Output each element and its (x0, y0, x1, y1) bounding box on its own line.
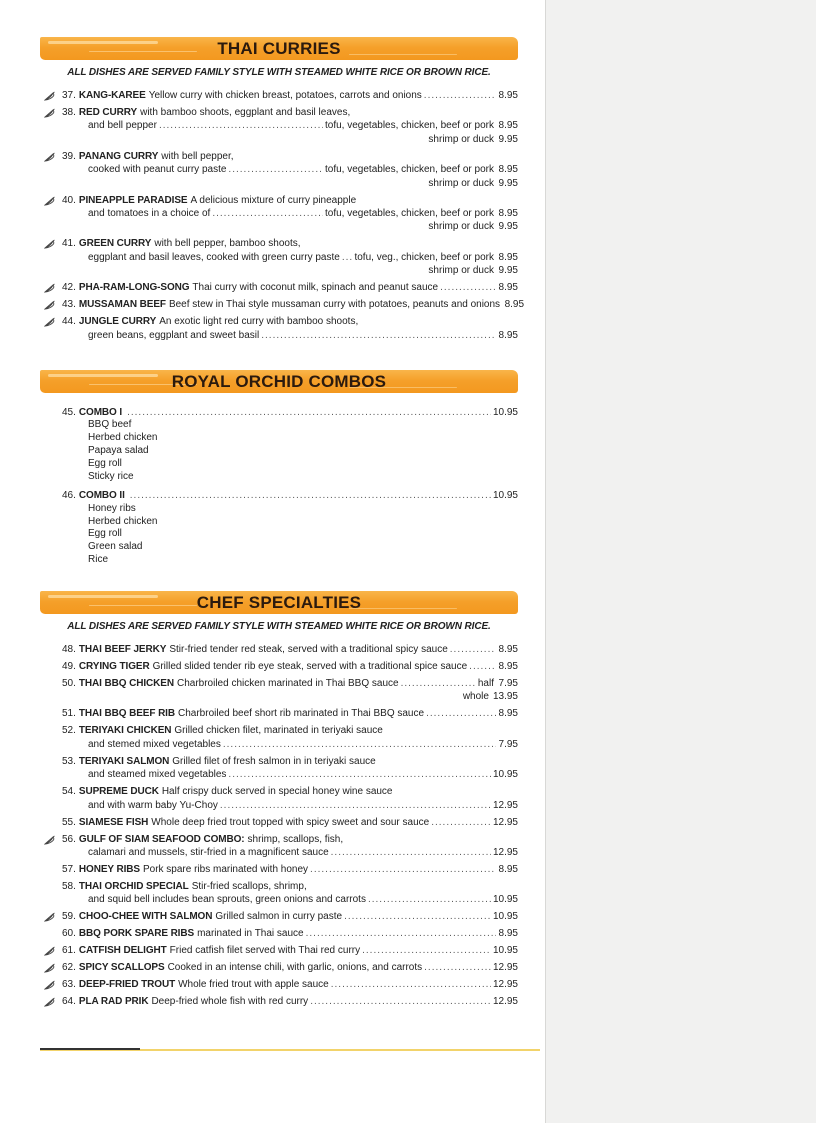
combo-component: Herbed chicken (88, 432, 158, 444)
item-description: Cooked in an intense chili, with garlic, onions, and carrots (167, 962, 423, 974)
item-name: DEEP-FRIED TROUT (78, 979, 176, 991)
item-price: 12.95 (492, 847, 518, 859)
menu-item[interactable] (40, 910, 518, 923)
leader-dots (440, 281, 496, 294)
item-line (40, 150, 518, 163)
item-name: GREEN CURRY (78, 238, 152, 250)
item-description-continued: calamari and mussels, stir-fried in a magnificent sauce (88, 847, 329, 859)
combo-item[interactable] (40, 489, 518, 566)
menu-list (40, 89, 525, 342)
item-line (40, 833, 518, 846)
item-number: 58. (62, 881, 76, 893)
menu-item[interactable] (40, 194, 518, 234)
item-description: Charbroiled chicken marinated in Thai BBQ sauce (176, 678, 399, 689)
item-description: marinated in Thai sauce (197, 928, 304, 940)
item-name: RED CURRY (78, 107, 138, 118)
item-price: 9.95 (498, 133, 518, 145)
leader-dots (223, 738, 496, 751)
item-description: An exotic light red curry with bamboo shoots, (159, 316, 359, 328)
item-line (40, 880, 518, 893)
item-name: HONEY RIBS (78, 864, 140, 876)
chili-pepper-icon (44, 997, 56, 1007)
combo-component: Green salad (88, 541, 143, 553)
combo-number: 46. (62, 490, 76, 502)
item-description-continued: and steamed mixed vegetables (88, 769, 227, 781)
item-price: 12.95 (492, 962, 518, 974)
item-line (40, 660, 518, 673)
item-price-option (40, 264, 518, 277)
price-option-label: half (477, 678, 494, 689)
item-description: Whole fried trout with apple sauce (178, 979, 329, 991)
item-line (40, 978, 518, 991)
item-line-continued (40, 329, 518, 342)
item-line (40, 89, 518, 102)
item-price: 8.95 (498, 164, 518, 176)
item-line (40, 863, 518, 876)
item-number: 59. (62, 911, 76, 923)
item-price: 10.95 (492, 769, 518, 781)
menu-item[interactable] (40, 833, 518, 860)
item-description: Deep-fried whole fish with red curry (151, 996, 309, 1008)
item-line-continued (40, 893, 518, 906)
item-price: 8.95 (498, 329, 518, 341)
item-name: THAI ORCHID SPECIAL (78, 881, 189, 893)
item-line (40, 315, 518, 328)
item-description: Yellow curry with chicken breast, potatoes, carrots and onions (148, 90, 422, 101)
item-price: 8.95 (498, 251, 518, 263)
item-price-option (40, 220, 518, 233)
item-line (40, 910, 518, 923)
leader-dots (368, 893, 491, 906)
chili-pepper-icon (44, 91, 56, 101)
menu-item[interactable] (40, 281, 518, 294)
chili-pepper-icon (44, 239, 56, 249)
item-number: 62. (62, 962, 76, 974)
menu-item[interactable] (40, 927, 518, 940)
item-line (40, 281, 518, 294)
leader-dots (424, 89, 496, 102)
item-price: 8.95 (498, 282, 518, 294)
item-price-option (40, 133, 518, 146)
leader-dots (127, 406, 491, 419)
item-name: SIAMESE FISH (78, 816, 149, 828)
leader-dots (469, 660, 496, 673)
leader-dots (159, 119, 323, 132)
item-number: 37. (62, 90, 76, 101)
item-price: 8.95 (498, 708, 518, 720)
paper-edge (545, 0, 816, 1123)
chili-pepper-icon (44, 912, 56, 922)
item-description: Fried catfish filet served with Thai red curry (169, 945, 361, 957)
item-number: 54. (62, 786, 76, 798)
item-number: 42. (62, 282, 76, 294)
item-description-continued: and stemed mixed vegetables (88, 738, 221, 750)
price-option-label: tofu, vegetables, chicken, beef or pork (325, 120, 494, 132)
bottom-rule-accent (40, 1048, 140, 1050)
section-subtitle: ALL DISHES ARE SERVED FAMILY STYLE WITH STEAMED WHITE RICE OR BROWN RICE. (67, 621, 491, 632)
chili-pepper-icon (44, 963, 56, 973)
leader-dots (130, 489, 491, 502)
section-royal-orchid-combos (40, 370, 518, 573)
item-line-continued (40, 119, 518, 132)
item-name: CATFISH DELIGHT (78, 945, 167, 957)
item-price-option (40, 177, 518, 190)
menu-item[interactable] (40, 724, 518, 751)
combo-component: Honey ribs (88, 502, 136, 514)
item-number: 63. (62, 979, 76, 991)
combo-component: Herbed chicken (88, 515, 158, 527)
menu-item[interactable] (40, 660, 518, 673)
item-description: with bamboo shoots, eggplant and basil leaves, (140, 107, 351, 118)
section-chef-specialties (40, 591, 518, 1012)
item-description: Whole deep fried trout topped with spicy sweet and sour sauce (151, 816, 430, 828)
item-description-continued: green beans, eggplant and sweet basil (88, 329, 260, 341)
leader-dots (342, 251, 353, 264)
item-name: BBQ PORK SPARE RIBS (78, 928, 195, 940)
item-description-continued: cooked with peanut curry paste (88, 164, 227, 176)
menu-item[interactable] (40, 785, 518, 812)
menu-item[interactable] (40, 961, 518, 974)
combo-line (40, 489, 518, 502)
item-number: 52. (62, 725, 76, 737)
leader-dots (306, 927, 496, 940)
item-price: 12.95 (492, 799, 518, 811)
menu-item[interactable] (40, 677, 518, 704)
item-line-continued (40, 251, 518, 264)
item-number: 43. (62, 299, 76, 311)
menu-item[interactable] (40, 755, 518, 782)
item-line (40, 995, 518, 1008)
chili-pepper-icon (44, 317, 56, 327)
item-price: 10.95 (492, 894, 518, 906)
item-price: 7.95 (498, 738, 518, 750)
section-title: CHEF SPECIALTIES (196, 593, 362, 612)
item-description: Thai curry with coconut milk, spinach and peanut sauce (192, 282, 439, 294)
item-number: 41. (62, 238, 76, 250)
item-price: 8.95 (498, 120, 518, 132)
item-price: 13.95 (492, 691, 518, 703)
item-price: 8.95 (498, 644, 518, 655)
item-number: 39. (62, 150, 76, 162)
combo-component: Sticky rice (88, 470, 134, 482)
combo-component: BBQ beef (88, 419, 132, 431)
chili-pepper-icon (44, 946, 56, 956)
item-name: SUPREME DUCK (78, 786, 159, 798)
item-description: Grilled filet of fresh salmon in in teriyaki sauce (172, 755, 376, 767)
item-description-continued: and squid bell includes bean sprouts, green onions and carrots (88, 894, 366, 906)
menu-item[interactable] (40, 237, 518, 277)
chili-pepper-icon (44, 300, 56, 310)
leader-dots (261, 329, 496, 342)
price-option-label: shrimp or duck (428, 265, 494, 277)
leader-dots (450, 643, 496, 656)
item-line (40, 724, 518, 737)
item-number: 38. (62, 107, 76, 118)
item-line (40, 707, 518, 720)
item-price: 12.95 (492, 996, 518, 1008)
combo-component: Egg roll (88, 528, 122, 540)
item-price: 8.95 (498, 864, 518, 876)
menu-item[interactable] (40, 643, 518, 656)
item-description: with bell pepper, (161, 150, 234, 162)
item-line (40, 785, 518, 798)
item-number: 53. (62, 755, 76, 767)
menu-item[interactable] (40, 707, 518, 720)
item-name: SPICY SCALLOPS (78, 962, 165, 974)
item-description: with bell pepper, bamboo shoots, (154, 238, 301, 250)
item-description-continued: and with warm baby Yu-Choy (88, 799, 218, 811)
leader-dots (344, 910, 491, 923)
combo-component: Egg roll (88, 457, 122, 469)
item-number: 56. (62, 833, 76, 845)
item-name: PLA RAD PRIK (78, 996, 149, 1008)
item-name: MUSSAMAN BEEF (78, 299, 166, 311)
item-number: 48. (62, 644, 76, 655)
combo-price: 10.95 (492, 490, 518, 502)
item-price: 9.95 (498, 177, 518, 189)
menu-list (40, 406, 518, 567)
item-name: TERIYAKI SALMON (78, 755, 170, 767)
combo-component: Papaya salad (88, 445, 149, 456)
item-description: Stir-fried scallops, shrimp, (191, 881, 307, 893)
combo-number: 45. (62, 407, 76, 418)
item-line (40, 643, 518, 656)
item-name: PHA-RAM-LONG-SONG (78, 282, 190, 294)
menu-item[interactable] (40, 298, 525, 311)
item-line (40, 944, 518, 957)
item-description: Stir-fried tender red steak, served with a traditional spicy sauce (169, 644, 448, 655)
item-line (40, 677, 518, 690)
section-title: ROYAL ORCHID COMBOS (171, 372, 387, 391)
item-line (40, 816, 518, 829)
item-line (40, 961, 518, 974)
item-description: Half crispy duck served in special honey wine sauce (161, 786, 393, 798)
item-line (40, 298, 525, 311)
item-number: 50. (62, 678, 76, 689)
item-description: Grilled salmon in curry paste (215, 911, 343, 923)
combo-line (40, 406, 518, 419)
section-title: THAI CURRIES (217, 39, 341, 58)
item-line-continued (40, 799, 518, 812)
item-name: TERIYAKI CHICKEN (78, 725, 172, 737)
item-description: Charbroiled beef short rib marinated in Thai BBQ sauce (178, 708, 425, 720)
item-name: THAI BEEF JERKY (78, 644, 167, 655)
item-description: Beef stew in Thai style mussaman curry with potatoes, peanuts and onions (168, 299, 501, 311)
item-price: 9.95 (498, 221, 518, 233)
item-number: 60. (62, 928, 76, 940)
item-name: THAI BBQ BEEF RIB (78, 708, 175, 720)
item-number: 55. (62, 816, 76, 828)
menu-item[interactable] (40, 89, 518, 102)
chili-pepper-icon (44, 108, 56, 118)
item-name: PINEAPPLE PARADISE (78, 194, 188, 206)
price-option-label: shrimp or duck (428, 177, 494, 189)
item-name: KANG-KAREE (78, 90, 146, 101)
combo-name: COMBO I (78, 407, 123, 418)
item-description: Grilled slided tender rib eye steak, served with a traditional spice sauce (152, 661, 468, 672)
leader-dots (331, 846, 491, 859)
leader-dots (331, 978, 491, 991)
item-price: 8.95 (498, 208, 518, 220)
combo-name: COMBO II (78, 490, 125, 502)
leader-dots (310, 863, 496, 876)
item-number: 40. (62, 194, 76, 206)
chili-pepper-icon (44, 283, 56, 293)
chili-pepper-icon (44, 980, 56, 990)
combo-item[interactable] (40, 406, 518, 483)
price-option-label: tofu, veg., chicken, beef or pork (354, 251, 494, 263)
price-option-label: shrimp or duck (428, 133, 494, 145)
item-line (40, 755, 518, 768)
price-option-label: whole (462, 691, 489, 703)
item-line-continued (40, 846, 518, 859)
leader-dots (220, 799, 491, 812)
section-thai-curries (40, 37, 525, 346)
price-option-label: shrimp or duck (428, 221, 494, 233)
menu-list (40, 643, 518, 1009)
price-option-label: tofu, vegetables, chicken, beef or pork (325, 208, 494, 220)
item-price: 8.95 (498, 90, 518, 101)
item-price: 7.95 (498, 678, 518, 689)
menu-item[interactable] (40, 995, 518, 1008)
item-price: 9.95 (498, 265, 518, 277)
leader-dots (431, 816, 491, 829)
item-line (40, 237, 518, 250)
section-banner (40, 37, 518, 60)
item-line (40, 194, 518, 207)
item-name: THAI BBQ CHICKEN (78, 678, 174, 689)
section-banner (40, 370, 518, 393)
leader-dots (310, 995, 491, 1008)
menu-item[interactable] (40, 150, 518, 190)
item-description-continued: and bell pepper (88, 120, 157, 132)
leader-dots (228, 768, 491, 781)
item-number: 44. (62, 316, 76, 328)
item-number: 57. (62, 864, 76, 876)
leader-dots (228, 163, 323, 176)
chili-pepper-icon (44, 152, 56, 162)
leader-dots (212, 207, 323, 220)
menu-item[interactable] (40, 880, 518, 907)
leader-dots (424, 961, 491, 974)
section-subtitle: ALL DISHES ARE SERVED FAMILY STYLE WITH STEAMED WHITE RICE OR BROWN RICE. (67, 67, 491, 78)
item-description-continued: and tomatoes in a choice of (88, 208, 211, 220)
item-name: PANANG CURRY (78, 150, 159, 162)
item-name: GULF OF SIAM SEAFOOD COMBO: (78, 833, 245, 845)
menu-item[interactable] (40, 816, 518, 829)
menu-item[interactable] (40, 944, 518, 957)
item-number: 61. (62, 945, 76, 957)
chili-pepper-icon (44, 196, 56, 206)
chili-pepper-icon (44, 835, 56, 845)
item-price: 12.95 (492, 979, 518, 991)
item-price-option (40, 690, 518, 703)
item-price: 8.95 (498, 661, 518, 672)
item-price: 12.95 (492, 816, 518, 828)
item-description: shrimp, scallops, fish, (247, 833, 344, 845)
item-price: 10.95 (492, 911, 518, 923)
item-price: 8.95 (504, 299, 525, 311)
section-banner (40, 591, 518, 614)
item-description: Grilled chicken filet, marinated in teriyaki sauce (174, 725, 383, 737)
item-line (40, 106, 518, 119)
leader-dots (426, 707, 496, 720)
item-line (40, 927, 518, 940)
item-description: Pork spare ribs marinated with honey (142, 864, 309, 876)
combo-price: 10.95 (492, 407, 518, 418)
item-description: A delicious mixture of curry pineapple (190, 194, 357, 206)
item-number: 51. (62, 708, 76, 720)
item-name: CRYING TIGER (78, 661, 150, 672)
leader-dots (401, 677, 476, 690)
menu-item[interactable] (40, 978, 518, 991)
item-line-continued (40, 163, 518, 176)
menu-item[interactable] (40, 106, 518, 146)
item-number: 64. (62, 996, 76, 1008)
item-line-continued (40, 738, 518, 751)
item-description-continued: eggplant and basil leaves, cooked with green curry paste (88, 251, 340, 263)
menu-item[interactable] (40, 315, 518, 342)
item-line-continued (40, 207, 518, 220)
leader-dots (362, 944, 491, 957)
item-name: JUNGLE CURRY (78, 316, 157, 328)
item-price: 10.95 (492, 945, 518, 957)
item-line-continued (40, 768, 518, 781)
item-number: 49. (62, 661, 76, 672)
combo-component: Rice (88, 553, 109, 565)
item-price: 8.95 (498, 928, 518, 940)
menu-item[interactable] (40, 863, 518, 876)
item-name: CHOO-CHEE WITH SALMON (78, 911, 213, 923)
price-option-label: tofu, vegetables, chicken, beef or pork (325, 164, 494, 176)
